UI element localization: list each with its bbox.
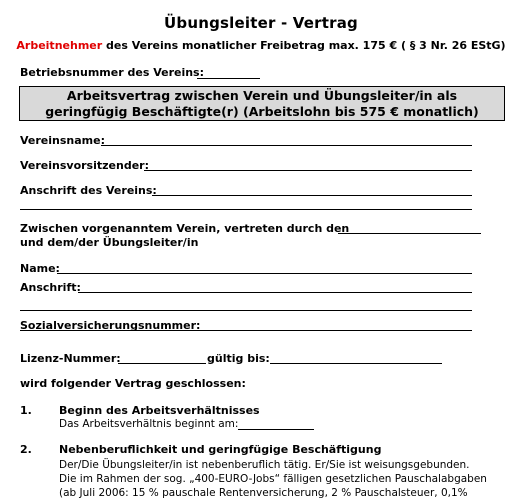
banner-line-2: geringfügig Beschäftigte(r) (Arbeitslohn bis 575 € monatlich) (45, 104, 479, 119)
anschrift-label: Anschrift: (20, 281, 81, 294)
name-line[interactable] (57, 273, 472, 274)
section-1-heading: Beginn des Arbeitsverhältnisses (59, 404, 260, 417)
section-1-line-1: Das Arbeitsverhältnis beginnt am: (59, 418, 239, 430)
subtitle (0, 39, 522, 52)
anschrift-verein-line[interactable] (152, 195, 472, 196)
vereinsname-line[interactable] (101, 145, 472, 146)
gueltig-label: gültig bis: (207, 352, 270, 365)
name-label: Name: (20, 262, 60, 275)
between-line-1: Zwischen vorgenanntem Verein, vertreten durch den (20, 222, 350, 235)
section-2-heading: Nebenberuflichkeit und geringfügige Beschäftigung (59, 443, 382, 456)
subtitle-highlight: Arbeitnehmer (16, 39, 103, 52)
sv-nummer-line[interactable] (20, 330, 472, 331)
vertreten-durch-line[interactable] (338, 233, 481, 234)
sv-nummer-label: Sozialversicherungsnummer: (20, 319, 201, 332)
agreement-text: wird folgender Vertrag geschlossen: (20, 377, 246, 390)
banner-line-1: Arbeitsvertrag zwischen Verein und Übungsleiter/in als (66, 88, 458, 103)
vorsitzender-line[interactable] (144, 170, 472, 171)
between-line-2: und dem/der Übungsleiter/in (20, 236, 199, 249)
gueltig-line[interactable] (270, 363, 442, 364)
betriebsnummer-line[interactable] (197, 78, 260, 79)
section-1-number: 1. (20, 404, 32, 417)
vereinsname-label: Vereinsname: (20, 134, 105, 147)
section-2-line-1: Der/Die Übungsleiter/in ist nebenberuflich tätig. Er/Sie ist weisungsgebunden. (59, 459, 470, 471)
betriebsnummer-label: Betriebsnummer des Vereins: (20, 66, 204, 79)
lizenz-label: Lizenz-Nummer: (20, 352, 121, 365)
section-2-line-2: Die im Rahmen der sog. „400-EURO-Jobs“ fälligen gesetzlichen Pauschalabgaben (59, 473, 487, 485)
lizenz-line[interactable] (118, 363, 206, 364)
document-title: Übungsleiter - Vertrag (164, 14, 358, 32)
anschrift-line-2[interactable] (20, 310, 472, 311)
anschrift-verein-line-2[interactable] (20, 209, 472, 210)
beginn-datum-line[interactable] (238, 429, 314, 430)
vorsitzender-label: Vereinsvorsitzender: (20, 159, 149, 172)
section-2-number: 2. (20, 443, 32, 456)
subtitle-rest: des Vereins monatlicher Freibetrag max. 175 € ( § 3 Nr. 26 EStG) (102, 39, 506, 52)
section-2-line-3: (ab Juli 2006: 15 % pauschale Rentenversicherung, 2 % Pauschalsteuer, 0,1% (59, 487, 468, 499)
anschrift-line[interactable] (78, 292, 472, 293)
contract-banner (19, 86, 505, 121)
anschrift-verein-label: Anschrift des Vereins: (20, 184, 157, 197)
